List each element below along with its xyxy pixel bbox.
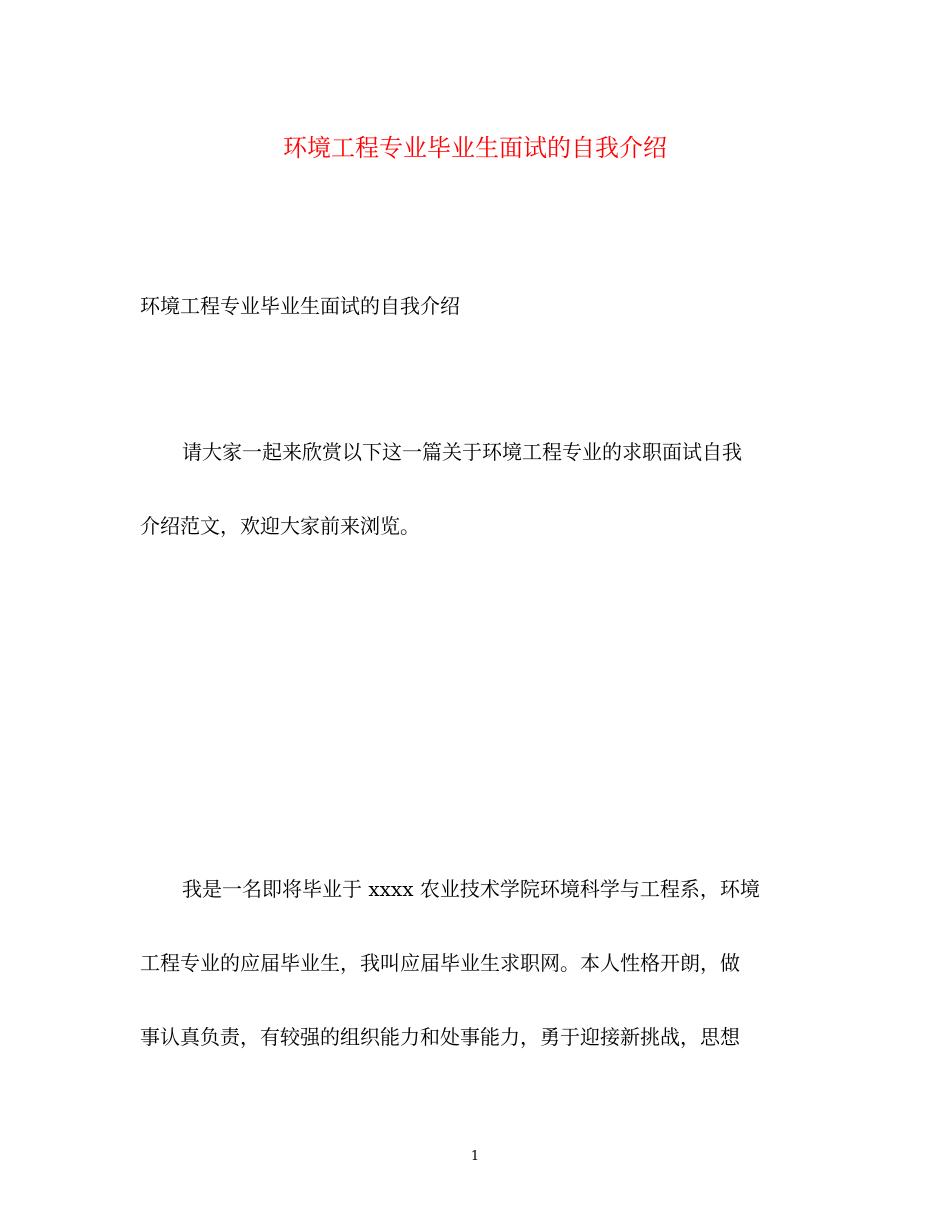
document-subtitle: 环境工程专业毕业生面试的自我介绍 (140, 294, 460, 318)
paragraph-line: 请大家一起来欣赏以下这一篇关于环境工程专业的求职面试自我 (182, 440, 742, 464)
paragraph-line: 工程专业的应届毕业生，我叫应届毕业生求职网。本人性格开朗，做 (140, 951, 740, 975)
paragraph-line: 事认真负责，有较强的组织能力和处事能力，勇于迎接新挑战，思想 (140, 1025, 740, 1049)
page-number: 1 (470, 1149, 480, 1164)
paragraph-self-introduction (140, 871, 820, 1093)
paragraph-line: 我是一名即将毕业于 xxxx 农业技术学院环境科学与工程系，环境 (182, 877, 760, 901)
paragraph-line: 介绍范文，欢迎大家前来浏览。 (140, 514, 420, 538)
paragraph-intro (140, 434, 820, 582)
document-title: 环境工程专业毕业生面试的自我介绍 (283, 134, 667, 162)
